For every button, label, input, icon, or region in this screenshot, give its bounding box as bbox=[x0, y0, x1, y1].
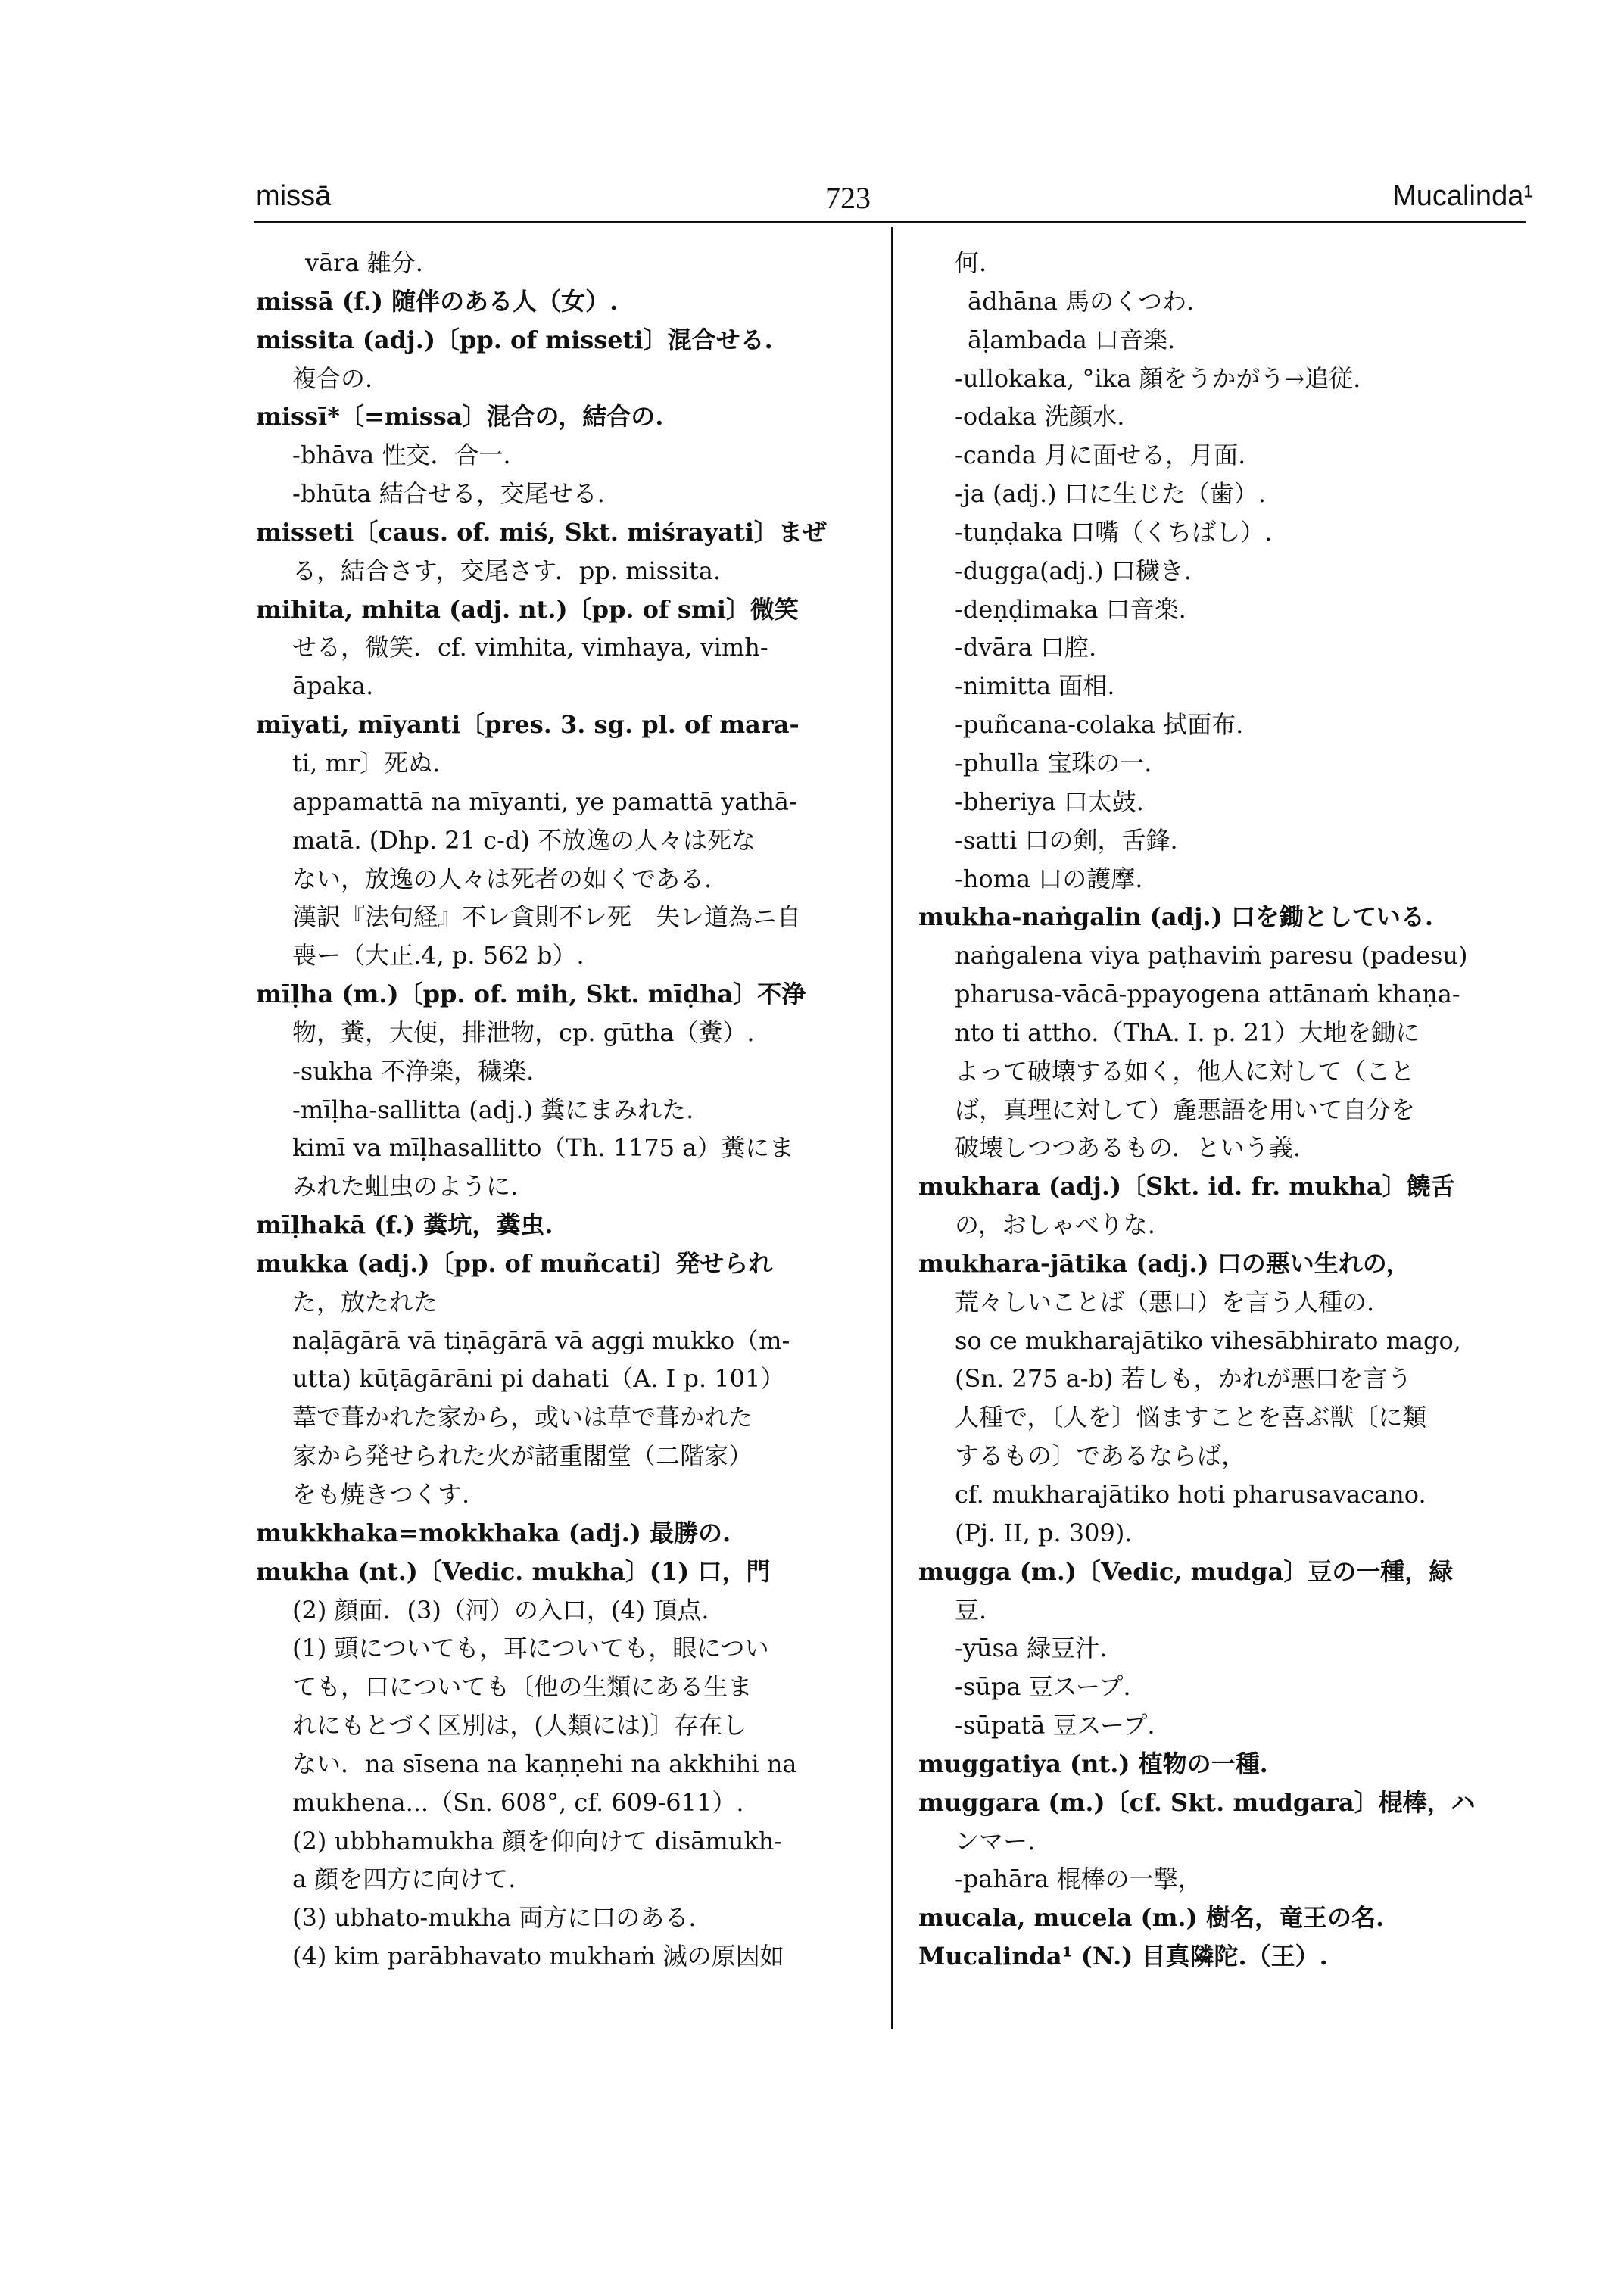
dictionary-entry-line: するもの〕であるならば， bbox=[955, 1441, 1246, 1471]
dictionary-entry-line: -bhāva 性交．合一. bbox=[292, 441, 511, 470]
dictionary-entry-line: -ullokaka, °ika 顔をうかがう→追従. bbox=[955, 363, 1361, 393]
dictionary-headword-line: mukha-naṅgalin (adj.) 口を鋤としている. bbox=[918, 902, 1434, 932]
dictionary-headword-line: mīḷha (m.)〔pp. of. mih, Skt. mīḍha〕不浄 bbox=[256, 980, 806, 1009]
dictionary-headword-line: mugga (m.)〔Vedic, mudga〕豆の一種，緑 bbox=[918, 1556, 1454, 1586]
dictionary-entry-line: ンマー. bbox=[955, 1826, 1036, 1855]
dictionary-entry-line: pharusa-vācā-ppayogena attānaṁ khaṇa- bbox=[955, 980, 1460, 1009]
dictionary-entry-line: (2) ubbhamukha 顔を仰向けて disāmukh- bbox=[292, 1826, 783, 1855]
dictionary-entry-line: -sūpa 豆スープ. bbox=[955, 1672, 1131, 1702]
dictionary-entry-line: āḷambada 口音楽. bbox=[968, 325, 1176, 354]
dictionary-headword-line: mukhara-jātika (adj.) 口の悪い生れの， bbox=[918, 1248, 1410, 1278]
dictionary-entry-line: る，結合さす，交尾さす．pp. missita. bbox=[292, 556, 721, 585]
dictionary-entry-line: -bheriya 口太鼓. bbox=[955, 787, 1144, 816]
dictionary-entry-line: -satti 口の剣，舌鋒. bbox=[955, 825, 1178, 855]
dictionary-entry-line: vāra 雑分. bbox=[305, 248, 423, 277]
dictionary-entry-line: -ja (adj.) 口に生じた（歯）. bbox=[955, 479, 1266, 509]
dictionary-entry-line: 物，糞，大便，排泄物，cp. gūtha（糞）. bbox=[292, 1017, 755, 1047]
dictionary-entry-line: -phulla 宝珠の一. bbox=[955, 748, 1152, 777]
column-divider bbox=[891, 227, 893, 2029]
dictionary-entry-line: ない．na sīsena na kaṇṇehi na akkhihi na bbox=[292, 1749, 797, 1778]
dictionary-entry-line: kimī va mīḷhasallitto（Th. 1175 a）糞にま bbox=[292, 1133, 794, 1163]
dictionary-entry-line: -sūpatā 豆スープ. bbox=[955, 1711, 1155, 1740]
dictionary-headword-line: missī*〔=missa〕混合の，結合の. bbox=[256, 402, 664, 431]
dictionary-entry-line: 葦で葺かれた家から，或いは草で葺かれた bbox=[292, 1403, 753, 1432]
dictionary-entry-line: -puñcana-colaka 拭面布. bbox=[955, 710, 1244, 740]
dictionary-entry-line: (4) kim parābhavato mukhaṁ 滅の原因如 bbox=[292, 1942, 784, 1971]
dictionary-entry-line: -sukha 不浄楽，穢楽. bbox=[292, 1056, 535, 1086]
dictionary-entry-line: をも焼きつくす. bbox=[292, 1480, 470, 1509]
left-column bbox=[256, 244, 869, 1976]
dictionary-entry-line: 複合の. bbox=[292, 363, 373, 393]
dictionary-headword-line: missā (f.) 随伴のある人（女）. bbox=[256, 286, 619, 316]
dictionary-entry-line: れにもとづく区別は，(人類には)〕存在し bbox=[292, 1711, 747, 1740]
dictionary-entry-line: ても，口についても〔他の生類にある生ま bbox=[292, 1672, 753, 1702]
dictionary-headword-line: mihita, mhita (adj. nt.)〔pp. of smi〕微笑 bbox=[256, 594, 799, 624]
page-number: 723 bbox=[825, 181, 871, 215]
right-column bbox=[918, 244, 1532, 1976]
dictionary-entry-line: so ce mukharajātiko vihesābhirato mago, bbox=[955, 1326, 1461, 1355]
dictionary-entry-line: nto ti attho.（ThA. I. p. 21）大地を鋤に bbox=[955, 1017, 1420, 1047]
dictionary-entry-line: せる，微笑．cf. vimhita, vimhaya, vimh- bbox=[292, 633, 768, 662]
header-guide-word-left: missā bbox=[256, 180, 332, 212]
dictionary-entry-line: ば，真理に対して）麁悪語を用いて自分を bbox=[955, 1095, 1416, 1124]
dictionary-entry-line: -dugga(adj.) 口穢き. bbox=[955, 556, 1192, 585]
dictionary-entry-line: -nimitta 面相. bbox=[955, 671, 1115, 701]
dictionary-entry-line: -bhūta 結合せる，交尾せる. bbox=[292, 479, 605, 509]
dictionary-entry-line: a 顔を四方に向けて. bbox=[292, 1865, 516, 1894]
header-guide-word-right: Mucalinda¹ bbox=[1392, 180, 1533, 212]
dictionary-headword-line: muggara (m.)〔cf. Skt. mudgara〕棍棒，ハ bbox=[918, 1787, 1476, 1817]
dictionary-entry-line: ない，放逸の人々は死者の如くである. bbox=[292, 864, 712, 893]
dictionary-entry-line: 破壊しつつあるもの．という義. bbox=[955, 1133, 1301, 1163]
dictionary-headword-line: missita (adj.)〔pp. of misseti〕混合せる. bbox=[256, 325, 773, 354]
dictionary-headword-line: mukkhaka=mokkhaka (adj.) 最勝の. bbox=[256, 1518, 731, 1547]
dictionary-entry-line: 何. bbox=[955, 248, 987, 277]
dictionary-entry-line: -canda 月に面せる，月面. bbox=[955, 441, 1246, 470]
dictionary-entry-line: みれた蛆虫のように. bbox=[292, 1172, 519, 1201]
dictionary-entry-line: 家から発せられた火が諸重閣堂（二階家） bbox=[292, 1441, 753, 1471]
dictionary-entry-line: -deṇḍimaka 口音楽. bbox=[955, 594, 1186, 624]
dictionary-entry-line: naḷāgārā vā tiṇāgārā vā aggi mukko（m- bbox=[292, 1326, 790, 1355]
dictionary-entry-line: 荒々しいことば（悪口）を言う人種の. bbox=[955, 1287, 1375, 1316]
dictionary-entry-line: āpaka. bbox=[292, 671, 374, 701]
dictionary-entry-line: (2) 顔面．(3)（河）の入口，(4) 頂点. bbox=[292, 1595, 709, 1625]
dictionary-entry-line: -yūsa 緑豆汁. bbox=[955, 1634, 1108, 1663]
dictionary-entry-line: 喪ー（大正.4, p. 562 b）. bbox=[292, 941, 584, 970]
header-rule bbox=[254, 221, 1526, 223]
dictionary-headword-line: mīyati, mīyanti〔pres. 3. sg. pl. of mara- bbox=[256, 710, 800, 740]
dictionary-entry-line: の，おしゃべりな. bbox=[955, 1210, 1155, 1240]
dictionary-entry-line: よって破壊する如く，他人に対して（こと bbox=[955, 1056, 1415, 1086]
dictionary-headword-line: mukka (adj.)〔pp. of muñcati〕発せられ bbox=[256, 1248, 773, 1278]
dictionary-entry-line: 漢訳『法句経』不レ貪則不レ死 失レ道為ニ自 bbox=[292, 902, 802, 932]
dictionary-entry-line: utta) kūṭāgārāni pi dahati（A. I p. 101） bbox=[292, 1364, 785, 1394]
dictionary-entry-line: mukhena...（Sn. 608°, cf. 609-611）. bbox=[292, 1787, 744, 1817]
dictionary-entry-line: た，放たれた bbox=[292, 1287, 438, 1316]
dictionary-entry-line: cf. mukharajātiko hoti pharusavacano. bbox=[955, 1480, 1426, 1509]
dictionary-entry-line: (3) ubhato-mukha 両方に口のある. bbox=[292, 1903, 697, 1933]
dictionary-entry-line: ādhāna 馬のくつわ. bbox=[968, 286, 1195, 316]
dictionary-entry-line: -dvāra 口腔. bbox=[955, 633, 1097, 662]
dictionary-headword-line: Mucalinda¹ (N.) 目真隣陀.（王）. bbox=[918, 1942, 1328, 1971]
dictionary-entry-line: (Pj. II, p. 309). bbox=[955, 1518, 1133, 1547]
dictionary-headword-line: muggatiya (nt.) 植物の一種. bbox=[918, 1749, 1268, 1778]
dictionary-entry-line: matā. (Dhp. 21 c-d) 不放逸の人々は死な bbox=[292, 825, 756, 855]
dictionary-entry-line: -homa 口の護摩. bbox=[955, 864, 1143, 893]
dictionary-headword-line: mīḷhakā (f.) 糞坑，糞虫. bbox=[256, 1210, 553, 1240]
dictionary-entry-line: 豆. bbox=[955, 1595, 987, 1625]
dictionary-entry-line: ti, mr〕死ぬ. bbox=[292, 748, 441, 777]
dictionary-entry-line: (1) 頭についても，耳についても，眼につい bbox=[292, 1634, 769, 1663]
dictionary-entry-line: naṅgalena viya paṭhaviṁ paresu (padesu) bbox=[955, 941, 1468, 970]
dictionary-entry-line: -tuṇḍaka 口嘴（くちばし）. bbox=[955, 517, 1273, 547]
dictionary-entry-line: -odaka 洗顔水. bbox=[955, 402, 1125, 431]
dictionary-entry-line: (Sn. 275 a-b) 若しも，かれが悪口を言う bbox=[955, 1364, 1412, 1394]
dictionary-entry-line: 人種で，〔人を〕悩ますことを喜ぶ獣〔に類 bbox=[955, 1403, 1427, 1432]
dictionary-entry-line: appamattā na mīyanti, ye pamattā yathā- bbox=[292, 787, 797, 816]
dictionary-headword-line: mucala, mucela (m.) 樹名，竜王の名. bbox=[918, 1903, 1385, 1933]
dictionary-entry-line: -mīḷha-sallitta (adj.) 糞にまみれた. bbox=[292, 1095, 694, 1124]
dictionary-headword-line: mukhara (adj.)〔Skt. id. fr. mukha〕饒舌 bbox=[918, 1172, 1455, 1201]
dictionary-entry-line: -pahāra 棍棒の一撃， bbox=[955, 1865, 1202, 1894]
dictionary-headword-line: mukha (nt.)〔Vedic. mukha〕(1) 口，門 bbox=[256, 1556, 771, 1586]
dictionary-headword-line: misseti〔caus. of. miś, Skt. miśrayati〕まぜ bbox=[256, 517, 827, 547]
